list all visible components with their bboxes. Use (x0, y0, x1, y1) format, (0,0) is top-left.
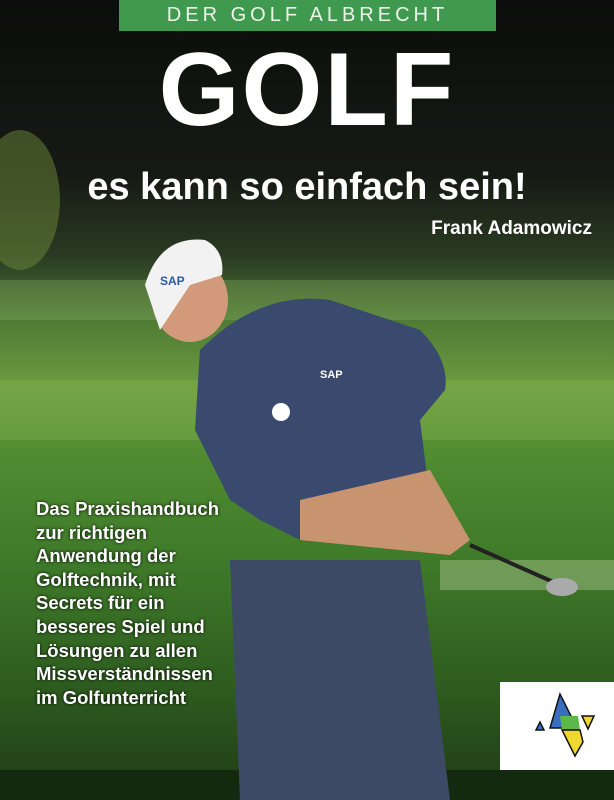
blurb-line: Secrets für ein (36, 592, 165, 614)
blurb-text (36, 497, 219, 709)
book-title: GOLF (158, 32, 456, 148)
blurb-line: Missverständnissen (36, 663, 213, 685)
author-name: Frank Adamowicz (431, 218, 592, 239)
blurb-line: Golftechnik, mit (36, 568, 176, 590)
blurb-line: Lösungen zu allen (36, 639, 198, 661)
publisher-logo (500, 682, 614, 770)
blurb-line: Anwendung der (36, 545, 176, 567)
cap-logo: SAP (160, 274, 185, 288)
shirt-logo: SAP (320, 369, 343, 381)
series-banner: DER GOLF ALBRECHT (119, 0, 496, 31)
blurb-line: besseres Spiel und (36, 615, 205, 637)
blurb-line: zur richtigen (36, 521, 148, 543)
book-subtitle: es kann so einfach sein! (87, 166, 527, 208)
blurb-line: Das Praxishandbuch (36, 498, 220, 519)
blurb-line: im Golfunterricht (36, 686, 187, 708)
publisher-logo-icon (500, 682, 614, 770)
